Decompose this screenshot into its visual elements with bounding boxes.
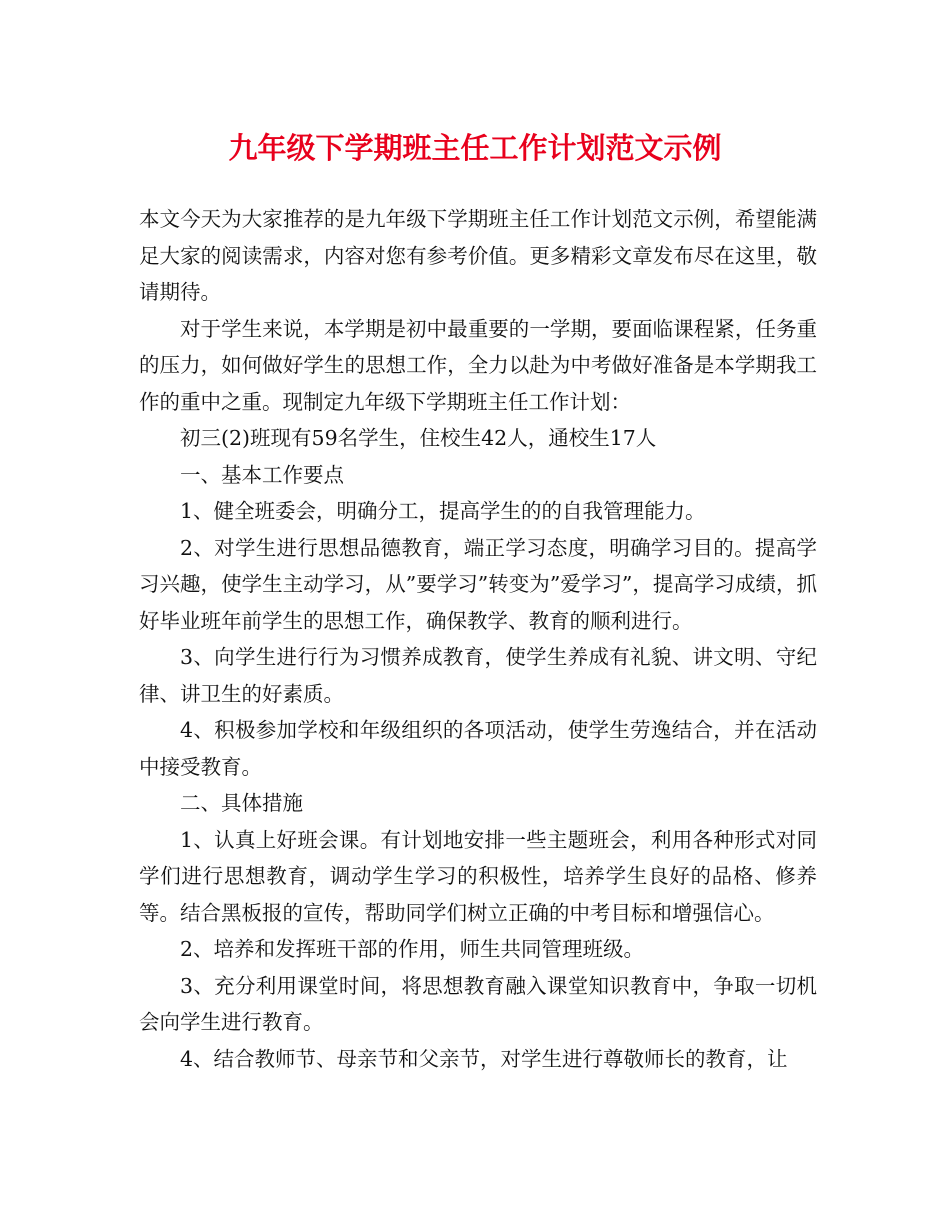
section-heading: 一、基本工作要点 xyxy=(180,462,344,487)
list-item: 1、健全班委会，明确分工，提高学生的的自我管理能力。 xyxy=(180,499,706,523)
section-heading: 二、具体措施 xyxy=(180,791,303,815)
document-body xyxy=(139,201,817,1077)
document-title: 九年级下学期班主任工作计划范文示例 xyxy=(228,131,722,165)
list-item: 2、培养和发挥班干部的作用，师生共同管理班级。 xyxy=(180,937,645,961)
paragraph: 初三(2)班现有59名学生，住校生42人，通校生17人 xyxy=(180,426,657,450)
list-item: 4、积极参加学校和年级组织的各项活动，使学生劳逸结合，并在活动中接受教育。 xyxy=(139,718,817,779)
list-item: 3、充分利用课堂时间，将思想教育融入课堂知识教育中，争取一切机会向学生进行教育。 xyxy=(139,973,817,1034)
list-item: 4、结合教师节、母亲节和父亲节，对学生进行尊敬师长的教育，让 xyxy=(180,1046,788,1071)
paragraph: 本文今天为大家推荐的是九年级下学期班主任工作计划范文示例，希望能满足大家的阅读需求，内容对您有参考价值。更多精彩文章发布尽在这里，敬请期待。 xyxy=(139,207,817,304)
list-item: 3、向学生进行行为习惯养成教育，使学生养成有礼貌、讲文明、守纪律、讲卫生的好素质。 xyxy=(139,645,817,706)
paragraph: 对于学生来说，本学期是初中最重要的一学期，要面临课程紧，任务重的压力，如何做好学生的思想工作，全力以赴为中考做好准备是本学期我工作的重中之重。现制定九年级下学期班主任工作计划： xyxy=(139,316,817,414)
list-item: 1、认真上好班会课。有计划地安排一些主题班会，利用各种形式对同学们进行思想教育，调动学生学习的积极性，培养学生良好的品格、修养等。结合黑板报的宣传，帮助同学们树立正确的中考目标和增强信心。 xyxy=(139,827,817,925)
list-item: 2、对学生进行思想品德教育，端正学习态度，明确学习目的。提高学习兴趣，使学生主动学习，从”要学习”转变为”爱学习”，提高学习成绩，抓好毕业班年前学生的思想工作，确保教学、教育的顺利进行。 xyxy=(139,535,817,633)
